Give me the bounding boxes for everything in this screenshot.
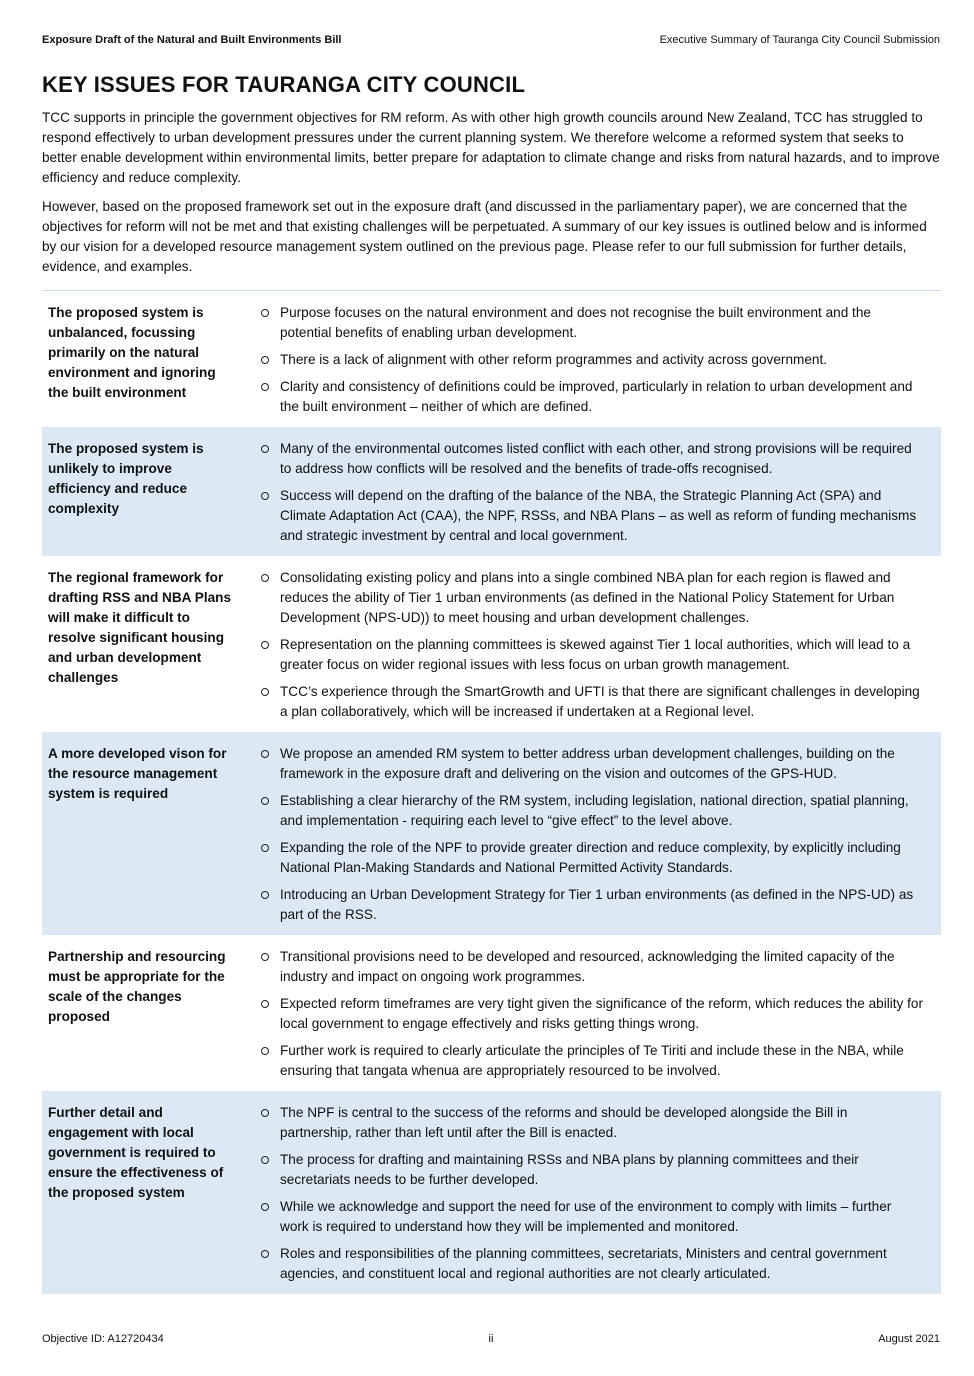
issue-point: We propose an amended RM system to better address urban development challenges, building on the framework in the exposure draft and delivering on the vision and outcomes of the GPS-HUD. [261,744,923,784]
issue-row [42,556,941,732]
issue-point: Expanding the role of the NPF to provide greater direction and reduce complexity, by explicitly including National Plan-Making Standards and National Permitted Activity Standards. [261,838,923,878]
issue-point: Expected reform timeframes are very tight given the significance of the reform, which reduces the ability for local government to engage effectively and risks getting things wrong. [261,994,923,1034]
issue-point: There is a lack of alignment with other reform programmes and activity across government. [261,350,923,370]
page-header [42,34,940,46]
issue-title: The proposed system is unbalanced, focussing primarily on the natural environment and ignoring the built environment [48,305,216,400]
issue-title: A more developed vison for the resource management system is required [48,746,227,801]
issue-points [261,303,923,417]
issue-row [42,427,941,556]
intro-paragraph: However, based on the proposed framework set out in the exposure draft (and discussed in the parliamentary paper), we are concerned that the objectives for reform will not be met and that existing challenges will be perpetuated. A summary of our key issues is outlined below and is informed by our vision for a developed resource management system outlined on the previous page. Please refer to our full submission for further details, evidence, and examples. [42,199,927,274]
issue-row [42,935,941,1091]
issue-point: Establishing a clear hierarchy of the RM system, including legislation, national direction, spatial planning, and implementation - requiring each level to “give effect” to the level above. [261,791,923,831]
issue-title: The regional framework for drafting RSS and NBA Plans will make it difficult to resolve significant housing and urban development challenges [48,570,232,685]
header-document-title: Exposure Draft of the Natural and Built Environments Bill [42,34,342,46]
header-section-title: Executive Summary of Tauranga City Council Submission [659,34,940,46]
issue-points [261,1103,923,1284]
issue-point: Success will depend on the drafting of the balance of the NBA, the Strategic Planning Act (SPA) and Climate Adaptation Act (CAA), the NPF, RSSs, and NBA Plans – as well as reform of funding mechanisms and strategic investment by central and local government. [261,486,923,546]
issue-points [261,568,923,722]
footer-page-number: ii [488,1333,494,1345]
issue-point: Further work is required to clearly articulate the principles of Te Tiriti and include these in the NBA, while ensuring that tangata whenua are appropriately resourced to be involved. [261,1041,923,1081]
issue-point: Consolidating existing policy and plans into a single combined NBA plan for each region is flawed and reduces the ability of Tier 1 urban environments (as defined in the National Policy Statement for Urban Development (NPS-UD)) to meet housing and urban development challenges. [261,568,923,628]
issue-point: Roles and responsibilities of the planning committees, secretariats, Ministers and central government agencies, and constituent local and regional authorities are not clearly articulated. [261,1244,923,1284]
footer-objective-id: Objective ID: A12720434 [42,1333,164,1345]
page-footer [42,1333,940,1345]
issue-point: Representation on the planning committees is skewed against Tier 1 local authorities, which will lead to a greater focus on wider regional issues with less focus on urban growth management. [261,635,923,675]
intro-paragraph: TCC supports in principle the government objectives for RM reform. As with other high growth councils around New Zealand, TCC has struggled to respond effectively to urban development pressures under the current planning system. We therefore welcome a reformed system that seeks to better enable development within environmental limits, better prepare for adaptation to climate change and risks from natural hazards, and to improve efficiency and reduce complexity. [42,110,940,185]
issue-point: TCC’s experience through the SmartGrowth and UFTI is that there are significant challenges in developing a plan collaboratively, which will be increased if undertaken at a Regional level. [261,682,923,722]
issue-point: Clarity and consistency of definitions could be improved, particularly in relation to urban development and the built environment – neither of which are defined. [261,377,923,417]
issue-point: Purpose focuses on the natural environment and does not recognise the built environment and the potential benefits of enabling urban development. [261,303,923,343]
issue-title: The proposed system is unlikely to improve efficiency and reduce complexity [48,441,204,516]
issue-point: The NPF is central to the success of the reforms and should be developed alongside the Bill in partnership, rather than left until after the Bill is enacted. [261,1103,923,1143]
issue-point: The process for drafting and maintaining RSSs and NBA plans by planning committees and their secretariats needs to be further developed. [261,1150,923,1190]
issue-title: Partnership and resourcing must be appropriate for the scale of the changes proposed [48,949,226,1024]
issue-row [42,1091,941,1294]
issue-points [261,439,923,546]
footer-date: August 2021 [878,1333,940,1345]
issue-point: Transitional provisions need to be developed and resourced, acknowledging the limited capacity of the industry and impact on ongoing work programmes. [261,947,923,987]
issue-row [42,291,941,427]
issue-point: Many of the environmental outcomes listed conflict with each other, and strong provisions will be required to address how conflicts will be resolved and the benefits of trade-offs recognised. [261,439,923,479]
page-title: KEY ISSUES FOR TAURANGA CITY COUNCIL [42,72,526,97]
issue-row [42,732,941,935]
issue-points [261,744,923,925]
issue-point: While we acknowledge and support the need for use of the environment to comply with limits – further work is required to understand how they will be implemented and monitored. [261,1197,923,1237]
issue-point: Introducing an Urban Development Strategy for Tier 1 urban environments (as defined in the NPS-UD) as part of the RSS. [261,885,923,925]
intro-text [42,108,942,286]
key-issues-table [42,290,941,1294]
issue-points [261,947,923,1081]
issue-title: Further detail and engagement with local government is required to ensure the effectiveness of the proposed system [48,1105,224,1200]
